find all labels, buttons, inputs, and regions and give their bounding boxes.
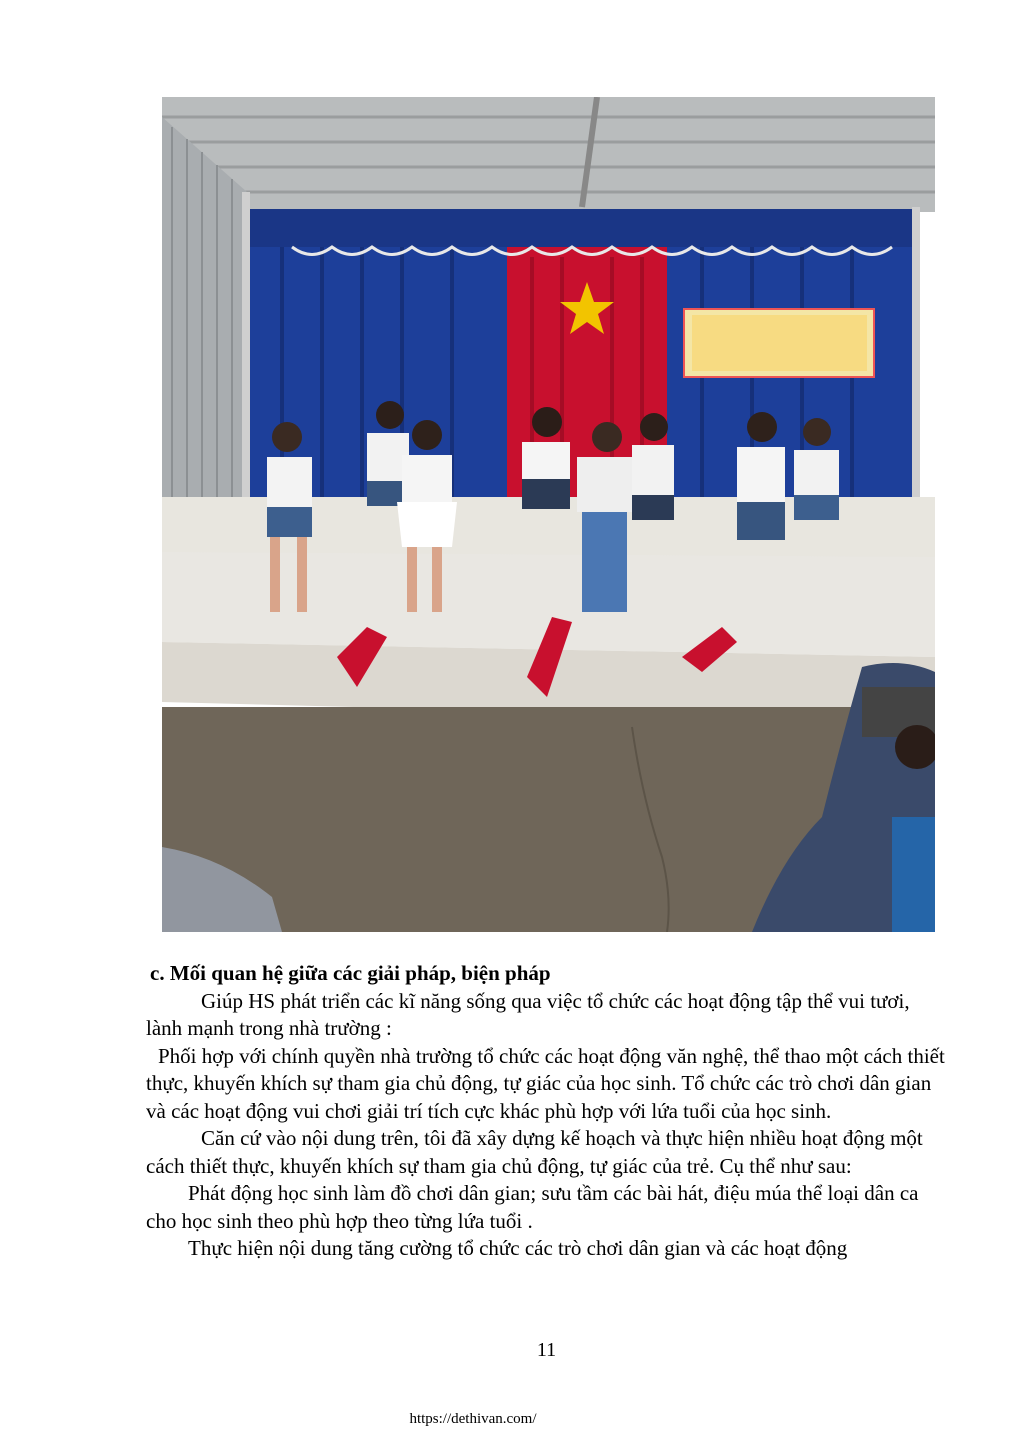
- paragraph: Căn cứ vào nội dung trên, tôi đã xây dựng kế hoạch và thực hiện nhiều hoạt động một cách thiết thực, khuyến khích sự tham gia chủ động, tự giác của trẻ. Cụ thể như sau:: [146, 1126, 923, 1178]
- paragraph: Giúp HS phát triển các kĩ năng sống qua việc tổ chức các hoạt động tập thể vui tươi, lành mạnh trong nhà trường :: [146, 988, 910, 1040]
- paragraph: Phối hợp với chính quyền nhà trường tổ chức các hoạt động văn nghệ, thể thao một cách thiết thực, khuyến khích sự tham gia chủ động, tự giác của học sinh. Tổ chức các trò chơi dân gian và các hoạt động vui chơi giải trí tích cực khác phù hợp với lứa tuổi của học sinh.: [146, 1043, 945, 1123]
- section-text: [146, 960, 946, 1263]
- page-number: 11: [536, 1339, 557, 1361]
- stage-performance-photo: [162, 97, 935, 932]
- footer-url[interactable]: https://dethivan.com/: [409, 1411, 537, 1427]
- paragraph: Thực hiện nội dung tăng cường tổ chức các trò chơi dân gian và các hoạt động: [188, 1236, 848, 1260]
- paragraph: Phát động học sinh làm đồ chơi dân gian; sưu tầm các bài hát, điệu múa thể loại dân ca cho học sinh theo phù hợp theo từng lứa tuổi .: [146, 1181, 919, 1233]
- school-stage-dance-photo-icon: [162, 97, 935, 932]
- section-heading: c. Mối quan hệ giữa các giải pháp, biện pháp: [150, 961, 551, 985]
